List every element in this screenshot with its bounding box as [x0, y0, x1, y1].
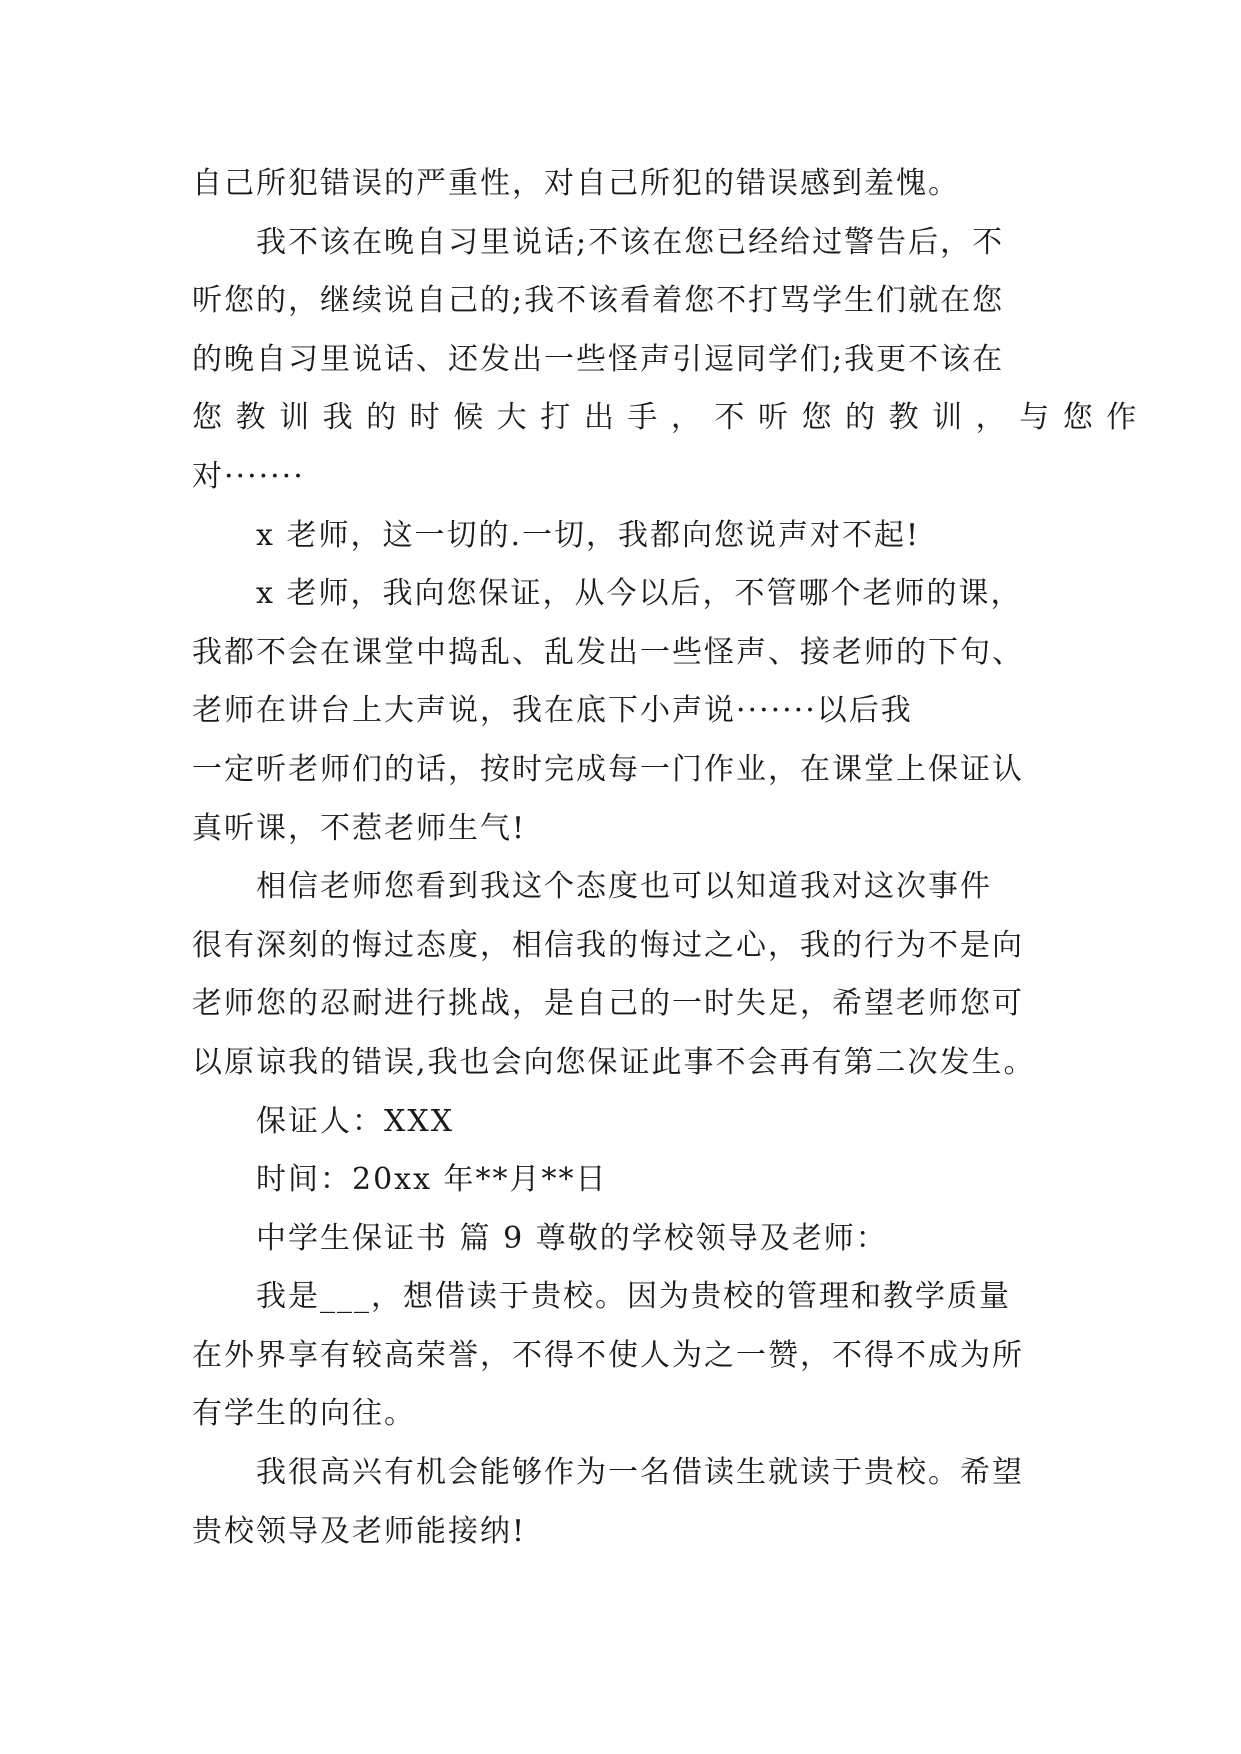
text-line: 以原谅我的错误,我也会向您保证此事不会再有第二次发生。 [192, 1044, 1036, 1080]
text-line: 我不该在晚自习里说话;不该在您已经给过警告后，不 [256, 224, 1005, 260]
text-line: 老师您的忍耐进行挑战，是自己的一时失足，希望老师您可 [192, 986, 1024, 1022]
text-line: 有学生的向往。 [192, 1396, 416, 1432]
text-line: x 老师，我向您保证，从今以后，不管哪个老师的课， [256, 576, 1023, 612]
text-line: 真听课，不惹老师生气! [192, 810, 527, 846]
text-line: 我都不会在课堂中捣乱、乱发出一些怪声、接老师的下句、 [192, 634, 1024, 670]
text-line: 很有深刻的悔过态度，相信我的悔过之心，我的行为不是向 [192, 927, 1024, 963]
text-line: 听您的，继续说自己的;我不该看着您不打骂学生们就在您 [192, 283, 1005, 319]
document-body [192, 155, 1139, 1561]
text-line: 自己所犯错误的严重性，对自己所犯的错误感到羞愧。 [192, 166, 960, 201]
text-line: 对······· [192, 458, 305, 494]
text-line: 的晚自习里说话、还发出一些怪声引逗同学们;我更不该在 [192, 341, 1005, 377]
signatory-line: 保证人：XXX [256, 1103, 455, 1139]
date-line: 时间：20xx 年**月**日 [256, 1162, 608, 1198]
text-line: 我是___，想借读于贵校。因为贵校的管理和教学质量 [256, 1279, 1011, 1315]
text-line: 一定听老师们的话，按时完成每一门作业，在课堂上保证认 [192, 751, 1024, 787]
text-line: x 老师，这一切的.一切，我都向您说声对不起! [256, 517, 921, 553]
section-heading: 中学生保证书 篇 9 尊敬的学校领导及老师： [256, 1220, 888, 1256]
text-line: 相信老师您看到我这个态度也可以知道我对这次事件 [256, 869, 992, 905]
text-line: 老师在讲台上大声说，我在底下小声说·······以后我 [192, 693, 913, 729]
text-line: 贵校领导及老师能接纳! [192, 1513, 527, 1549]
text-line: 您 教 训 我 的 时 候 大 打 出 手 ， 不 听 您 的 教 训 ， 与 您 作 [192, 400, 1139, 436]
text-line: 在外界享有较高荣誉，不得不使人为之一赞，不得不成为所 [192, 1337, 1024, 1373]
text-line: 我很高兴有机会能够作为一名借读生就读于贵校。希望 [256, 1455, 1024, 1491]
